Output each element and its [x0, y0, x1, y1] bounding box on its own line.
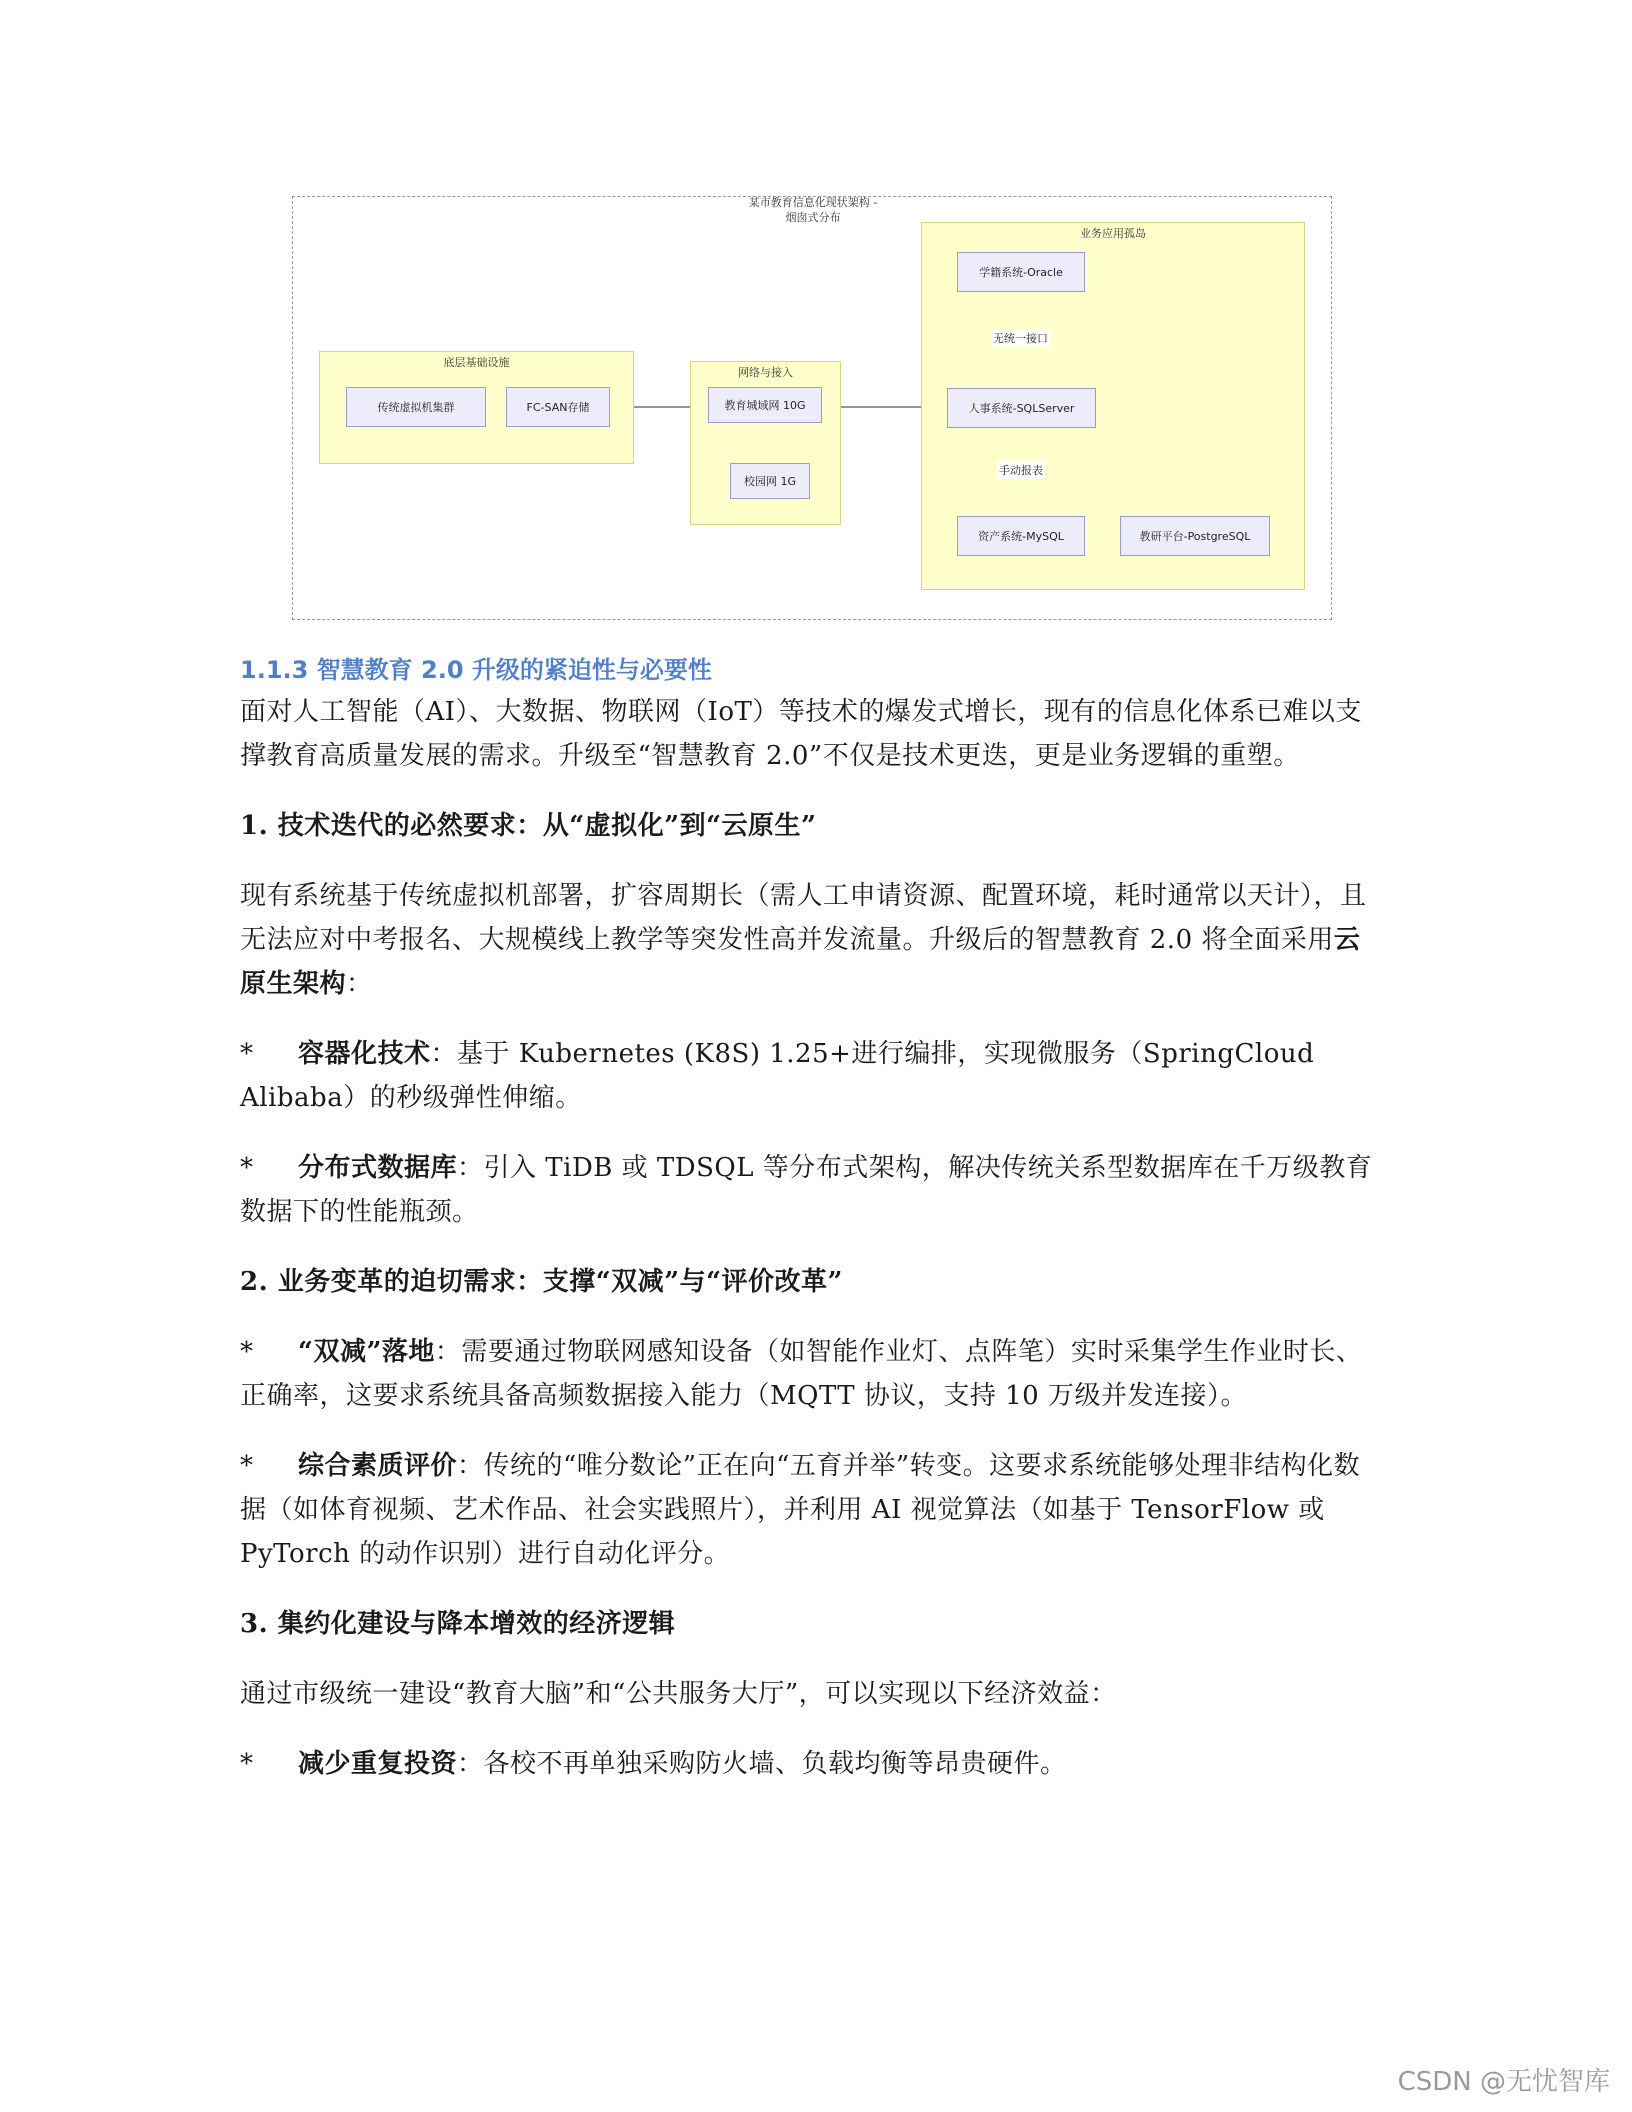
bullet-text: ：需要通过物联网感知设备（如智能作业灯、点阵笔）实时采集学生作业时长、正确率，这要求系统具备高频数据接入能力（MQTT 协议，支持 10 万级并发连接）。 — [240, 1337, 1363, 1411]
diagram-title-line2: 烟囱式分布 — [785, 211, 841, 224]
node-edu-metro-label: 教育城域网 10G — [724, 399, 806, 412]
section-3-title: 3. 集约化建设与降本增效的经济逻辑 — [240, 1609, 676, 1639]
bullet-text: ：传统的“唯分数论”正在向“五育并举”转变。这要求系统能够处理非结构化数据（如体育视频、艺术作品、社会实践照片），并利用 AI 视觉算法（如基于 TensorFlow 或 PyTorch 的动作识别）进行自动化评分。 — [240, 1451, 1361, 1569]
section-3-paragraph: 通过市级统一建设“教育大脑”和“公共服务大厅”，可以实现以下经济效益： — [240, 1679, 1117, 1709]
architecture-diagram — [292, 196, 1332, 620]
node-edu-metro — [708, 387, 822, 423]
bullet-mark: * — [240, 1039, 254, 1069]
node-hr — [947, 388, 1096, 428]
node-research-label: 教研平台-PostgreSQL — [1139, 530, 1251, 543]
section-2-title: 2. 业务变革的迫切需求：支撑“双减”与“评价改革” — [240, 1267, 844, 1297]
section-1-paragraph — [240, 874, 1380, 1006]
node-student-label: 学籍系统-Oracle — [979, 266, 1063, 279]
section-1-paragraph-end: ： — [346, 969, 373, 999]
group-business — [921, 222, 1305, 590]
bullet-label: 容器化技术 — [298, 1039, 431, 1069]
document-body — [240, 652, 1380, 1812]
node-fcsan — [506, 387, 610, 427]
group-business-label: 业务应用孤岛 — [1080, 227, 1146, 240]
node-campus — [730, 463, 810, 499]
bullet-text: ：基于 Kubernetes (K8S) 1.25+进行编排，实现微服务（SpringCloud Alibaba）的秒级弹性伸缩。 — [240, 1039, 1315, 1113]
group-network — [690, 361, 841, 525]
edge-label-manual-report: 手动报表 — [997, 461, 1045, 479]
bullet-label: 减少重复投资 — [298, 1749, 458, 1779]
node-student — [957, 252, 1085, 292]
section-1-paragraph-bold: 云原生架构 — [240, 925, 1361, 999]
node-vm-cluster — [346, 387, 486, 427]
bullet-label: 分布式数据库 — [298, 1153, 458, 1183]
bullet-mark: * — [240, 1337, 254, 1367]
group-infra-label: 底层基础设施 — [443, 356, 510, 369]
bullet-text: ：引入 TiDB 或 TDSQL 等分布式架构，解决传统关系型数据库在千万级教育数据下的性能瓶颈。 — [240, 1153, 1373, 1227]
node-vm-cluster-label: 传统虚拟机集群 — [377, 401, 455, 414]
bullet-comprehensive-eval — [240, 1444, 1380, 1576]
bullet-mark: * — [240, 1749, 254, 1779]
section-1-title: 1. 技术迭代的必然要求：从“虚拟化”到“云原生” — [240, 811, 817, 841]
node-research — [1120, 516, 1270, 556]
section-heading: 1.1.3 智慧教育 2.0 升级的紧迫性与必要性 — [240, 656, 712, 684]
node-campus-label: 校园网 1G — [743, 475, 797, 488]
diagram-title-line1: 某市教育信息化现状架构 - — [748, 196, 878, 209]
bullet-reduce-investment — [240, 1742, 1380, 1786]
bullet-mark: * — [240, 1451, 254, 1481]
bullet-label: “双减”落地 — [298, 1337, 435, 1367]
node-asset-label: 资产系统-MySQL — [978, 530, 1064, 543]
section-1-paragraph-text: 现有系统基于传统虚拟机部署，扩容周期长（需人工申请资源、配置环境，耗时通常以天计），且无法应对中考报名、大规模线上教学等突发性高并发流量。升级后的智慧教育 2.0 将全面采用 — [240, 881, 1367, 955]
intro-paragraph: 面对人工智能（AI）、大数据、物联网（IoT）等技术的爆发式增长，现有的信息化体系已难以支撑教育高质量发展的需求。升级至“智慧教育 2.0”不仅是技术更迭，更是业务逻辑的重塑。 — [240, 697, 1362, 771]
group-infra — [319, 351, 634, 464]
edge-label-no-interface: 无统一接口 — [991, 329, 1050, 347]
node-hr-label: 人事系统-SQLServer — [968, 402, 1075, 415]
bullet-distributed-db — [240, 1146, 1380, 1234]
bullet-mark: * — [240, 1153, 254, 1183]
bullet-container-tech — [240, 1032, 1380, 1120]
watermark: CSDN @无忧智库 — [1397, 2067, 1610, 2097]
bullet-text: ：各校不再单独采购防火墙、负载均衡等昂贵硬件。 — [457, 1749, 1067, 1779]
diagram-title — [713, 195, 913, 225]
node-fcsan-label: FC-SAN存储 — [526, 401, 590, 414]
node-asset — [957, 516, 1085, 556]
bullet-double-reduction — [240, 1330, 1380, 1418]
group-network-label: 网络与接入 — [738, 366, 793, 379]
bullet-label: 综合素质评价 — [298, 1451, 458, 1481]
